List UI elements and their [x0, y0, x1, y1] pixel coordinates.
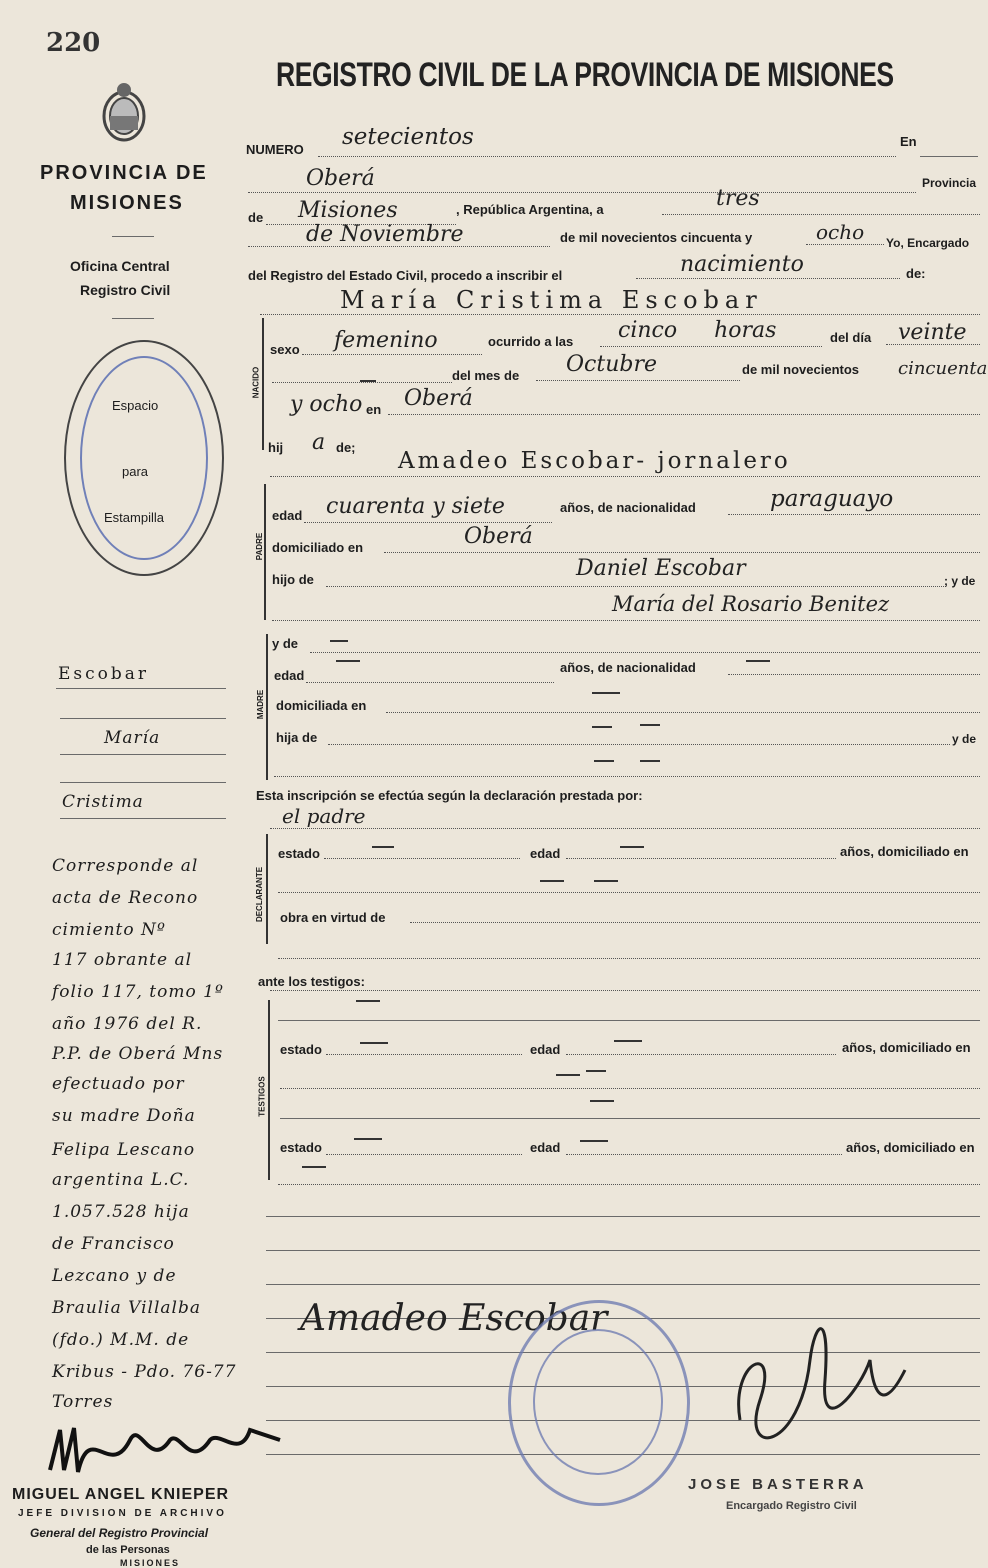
- hw-birth-place: Oberá: [404, 386, 473, 411]
- label-y-de-madre-2: y de: [952, 732, 977, 746]
- hw-father-nationality: paraguayo: [770, 486, 894, 512]
- registrar-signature: [720, 1300, 920, 1460]
- label-provincia: Provincia: [922, 176, 977, 190]
- stamp-label-estampilla: Estampilla: [104, 510, 164, 525]
- margin-line-2: acta de Recono: [52, 888, 199, 908]
- label-anos-dom-declarante: años, domiciliado en: [840, 844, 969, 859]
- hw-province: Misiones: [298, 198, 398, 223]
- footer-left-line1: JEFE DIVISION DE ARCHIVO: [18, 1508, 227, 1519]
- hw-birth-year-b: y ocho: [290, 392, 363, 417]
- label-yo-encargado: Yo, Encargado: [886, 236, 970, 250]
- margin-line-4: 117 obrante al: [52, 950, 193, 970]
- label-republica: , República Argentina, a: [456, 202, 604, 217]
- section-label-testigos: TESTIGOS: [257, 1076, 267, 1117]
- margin-line-15: Braulia Villalba: [52, 1298, 201, 1318]
- label-de-mil: de mil novecientos cincuenta y: [560, 230, 753, 245]
- margin-line-18: Torres: [52, 1392, 114, 1412]
- label-de-colon: de:: [906, 266, 926, 281]
- label-registro-line: del Registro del Estado Civil, procedo a inscribir el: [248, 268, 563, 283]
- margin-line-10: Felipa Lescano: [52, 1140, 196, 1160]
- official-seal: [508, 1300, 690, 1506]
- margin-given2: Cristima: [62, 792, 144, 812]
- stamp-label-para: para: [122, 464, 149, 479]
- margin-surname: Escobar: [58, 664, 150, 684]
- section-label-declarante: DECLARANTE: [255, 866, 265, 923]
- label-edad-testigo2: edad: [530, 1140, 561, 1155]
- province-name-line2: MISIONES: [70, 192, 184, 214]
- label-estado-testigo2: estado: [280, 1140, 322, 1155]
- footer-left-line4: MISIONES: [120, 1558, 181, 1568]
- page-number: 220: [46, 28, 101, 58]
- section-label-madre: MADRE: [256, 689, 266, 720]
- province-name-line1: PROVINCIA DE: [40, 162, 208, 184]
- label-ocurrido: ocurrido a las: [488, 334, 574, 349]
- label-sexo: sexo: [270, 342, 300, 357]
- label-edad-padre: edad: [272, 508, 303, 523]
- hw-declarant: el padre: [282, 804, 366, 828]
- stamp-space: [64, 340, 224, 576]
- margin-line-14: Lezcano y de: [52, 1266, 177, 1286]
- hw-birth-year-a: cincuenta: [898, 358, 988, 379]
- label-de-semicolon: de;: [336, 440, 356, 455]
- margin-line-7: P.P. de Oberá Mns: [52, 1044, 224, 1064]
- margin-line-6: año 1976 del R.: [52, 1014, 203, 1034]
- section-label-nacido: NACIDO: [251, 366, 261, 399]
- label-y-de-madre: y de: [272, 636, 299, 651]
- label-anos-dom-testigo1: años, domiciliado en: [842, 1040, 971, 1055]
- label-y-de-padre: ; y de: [944, 574, 976, 588]
- margin-line-17: Kribus - Pdo. 76-77: [52, 1362, 237, 1382]
- margin-given1: María: [104, 728, 161, 748]
- hw-city: Oberá: [306, 166, 375, 191]
- margin-line-13: de Francisco: [52, 1234, 175, 1254]
- label-en-lower: en: [366, 402, 382, 417]
- label-de-1: de: [248, 210, 264, 225]
- signature-declarant: Amadeo Escobar: [300, 1298, 608, 1339]
- hw-numero: setecientos: [342, 124, 474, 150]
- document-title: REGISTRO CIVIL DE LA PROVINCIA DE MISIONES: [276, 56, 894, 94]
- margin-line-8: efectuado por: [52, 1074, 185, 1094]
- label-en: En: [900, 134, 917, 149]
- margin-line-5: folio 117, tomo 1º: [52, 982, 224, 1002]
- margin-line-9: su madre Doña: [52, 1106, 196, 1126]
- margin-line-3: cimiento Nº: [52, 920, 166, 940]
- label-estado-testigo1: estado: [280, 1042, 322, 1057]
- stamp-label-espacio: Espacio: [112, 398, 159, 413]
- hw-month: de Noviembre: [306, 222, 464, 247]
- hw-hour: cinco horas: [618, 318, 777, 343]
- hw-father-name: Amadeo Escobar- jornalero: [398, 448, 791, 474]
- footer-left-name: MIGUEL ANGEL KNIEPER: [12, 1486, 230, 1503]
- label-edad-declarante: edad: [530, 846, 561, 861]
- coat-of-arms-icon: [98, 80, 150, 144]
- label-anos-nac-madre: años, de nacionalidad: [560, 660, 696, 675]
- margin-line-11: argentina L.C.: [52, 1170, 190, 1190]
- label-estado-declarante: estado: [278, 846, 320, 861]
- footer-left-line3: de las Personas: [86, 1544, 170, 1556]
- hw-paternal-grandfather: Daniel Escobar: [576, 556, 746, 581]
- section-label-padre: PADRE: [255, 532, 265, 561]
- archive-chief-signature: [40, 1400, 300, 1490]
- label-anos-dom-testigo2: años, domiciliado en: [846, 1140, 975, 1155]
- label-obra-virtud: obra en virtud de: [280, 910, 386, 925]
- footer-left-line2: General del Registro Provincial: [30, 1526, 209, 1540]
- footer-right-role: Encargado Registro Civil: [726, 1500, 857, 1512]
- margin-line-1: Corresponde al: [52, 856, 199, 876]
- label-ante-testigos: ante los testigos:: [258, 974, 365, 989]
- label-domiciliada-madre: domiciliada en: [276, 698, 367, 713]
- label-hija-de: hija de: [276, 730, 318, 745]
- label-del-dia: del día: [830, 330, 872, 345]
- label-de-mil-nov: de mil novecientos: [742, 362, 860, 377]
- hw-child-name: María Cristima Escobar: [340, 286, 763, 314]
- margin-line-16: (fdo.) M.M. de: [52, 1330, 190, 1350]
- hw-sex: femenino: [334, 328, 438, 353]
- hw-father-age: cuarenta y siete: [326, 494, 505, 519]
- label-anos-nac-padre: años, de nacionalidad: [560, 500, 696, 515]
- hw-year-digit: ocho: [816, 220, 865, 244]
- label-esta-inscripcion: Esta inscripción se efectúa según la declaración prestada por:: [256, 788, 643, 803]
- label-numero: NUMERO: [246, 142, 304, 157]
- hw-father-domicile: Oberá: [464, 524, 533, 549]
- office-name-line1: Oficina Central: [70, 258, 170, 274]
- footer-right-name: JOSE BASTERRA: [688, 1476, 868, 1493]
- margin-line-12: 1.057.528 hija: [52, 1202, 190, 1222]
- hw-paternal-grandmother: María del Rosario Benitez: [612, 592, 890, 616]
- hw-hij-suffix: a: [312, 430, 326, 455]
- hw-day: tres: [716, 186, 760, 211]
- label-hijo-de: hijo de: [272, 572, 314, 587]
- office-name-line2: Registro Civil: [80, 282, 171, 298]
- label-edad-madre: edad: [274, 668, 305, 683]
- label-del-mes: del mes de: [452, 368, 520, 383]
- hw-birth-month: Octubre: [566, 352, 657, 377]
- stamp-inner-circle: [80, 356, 208, 560]
- label-domiciliado-padre: domiciliado en: [272, 540, 364, 555]
- hw-birth-day: veinte: [898, 320, 967, 345]
- label-hij: hij: [268, 440, 284, 455]
- hw-act-type: nacimiento: [680, 252, 804, 277]
- label-edad-testigo1: edad: [530, 1042, 561, 1057]
